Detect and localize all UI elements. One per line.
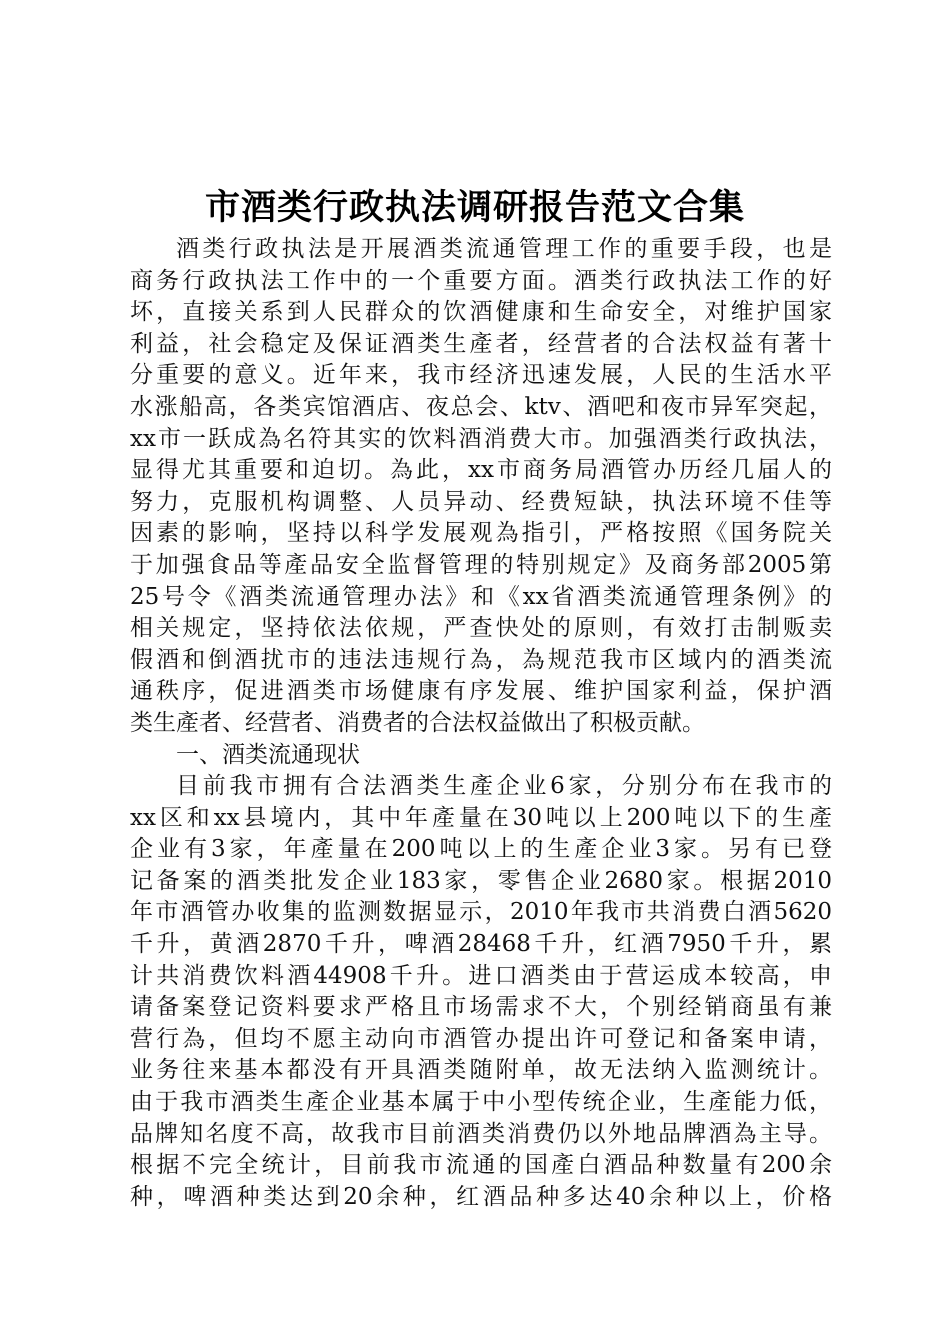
- text-line: 酒类行政执法是开展酒类流通管理工作的重要手段，也是: [176, 236, 832, 262]
- text-line: 千升，黄酒2870千升，啤酒28468千升，红酒7950千升，累: [130, 931, 832, 958]
- text-line: 由于我市酒类生產企业基本属于中小型传统企业，生產能力低，: [130, 1089, 832, 1116]
- text-line: 营行為，但均不愿主动向市酒管办提出许可登记和备案申请，: [130, 1025, 832, 1052]
- text-line: 记备案的酒类批发企业183家，零售企业2680家。根据2010: [130, 867, 832, 894]
- text-line: 年市酒管办收集的监测数据显示，2010年我市共消费白酒5620: [130, 899, 832, 926]
- text-line: 于加强食品等產品安全监督管理的特别规定》及商务部2005第: [130, 551, 832, 578]
- text-line: 利益，社会稳定及保证酒类生產者，经营者的合法权益有著十: [130, 330, 832, 357]
- text-line: 努力，克服机构调整、人员异动、经费短缺，执法环境不佳等: [130, 488, 832, 515]
- text-line: 根据不完全统计，目前我市流通的国產白酒品种数量有200余: [130, 1152, 832, 1179]
- text-line: 目前我市拥有合法酒类生產企业6家，分别分布在我市的: [176, 773, 832, 800]
- text-line: 因素的影响，坚持以科学发展观為指引，严格按照《国务院关: [130, 520, 832, 547]
- document-title: 市酒类行政执法调研报告范文合集: [204, 187, 745, 228]
- text-line: 请备案登记资料要求严格且市场需求不大，个别经销商虽有兼: [130, 994, 832, 1021]
- text-line: 类生產者、经营者、消费者的合法权益做出了积极贡献。: [130, 709, 705, 736]
- text-line: 种，啤酒种类达到20余种，红酒品种多达40余种以上，价格: [130, 1183, 832, 1210]
- text-line: 品牌知名度不高，故我市目前酒类消费仍以外地品牌酒為主导。: [130, 1120, 832, 1147]
- text-line: 分重要的意义。近年来，我市经济迅速发展，人民的生活水平: [130, 362, 832, 389]
- section-heading: 一、酒类流通现状: [176, 741, 360, 768]
- document-body: [130, 234, 832, 1213]
- text-line: 商务行政执法工作中的一个重要方面。酒类行政执法工作的好: [130, 267, 832, 294]
- text-line: 坏，直接关系到人民群众的饮酒健康和生命安全，对维护国家: [130, 299, 832, 326]
- paragraph-status: [130, 771, 832, 1213]
- text-line: xx区和xx县境内，其中年產量在30吨以上200吨以下的生產: [130, 804, 832, 831]
- text-line: 显得尤其重要和迫切。為此，xx市商务局酒管办历经几届人的: [130, 457, 832, 484]
- text-line: 水涨船高，各类宾馆酒店、夜总会、ktv、酒吧和夜市异军突起，: [130, 393, 832, 420]
- text-line: 业务往来基本都没有开具酒类随附单，故无法纳入监测统计。: [130, 1057, 832, 1084]
- text-line: 企业有3家，年產量在200吨以上的生產企业3家。另有已登: [130, 836, 832, 863]
- text-line: 相关规定，坚持依法依规，严查快处的原则，有效打击制贩卖: [130, 615, 832, 642]
- paragraph-intro: [130, 234, 832, 740]
- text-line: 假酒和倒酒扰市的违法违规行為，為规范我市区域内的酒类流: [130, 646, 832, 673]
- text-line: xx市一跃成為名符其实的饮料酒消费大市。加强酒类行政执法，: [130, 425, 832, 452]
- text-line: 通秩序，促进酒类市场健康有序发展、维护国家利益，保护酒: [130, 678, 832, 705]
- text-line: 计共消费饮料酒44908千升。进口酒类由于营运成本较高，申: [130, 962, 832, 989]
- text-line: 25号令《酒类流通管理办法》和《xx省酒类流通管理条例》的: [130, 583, 832, 610]
